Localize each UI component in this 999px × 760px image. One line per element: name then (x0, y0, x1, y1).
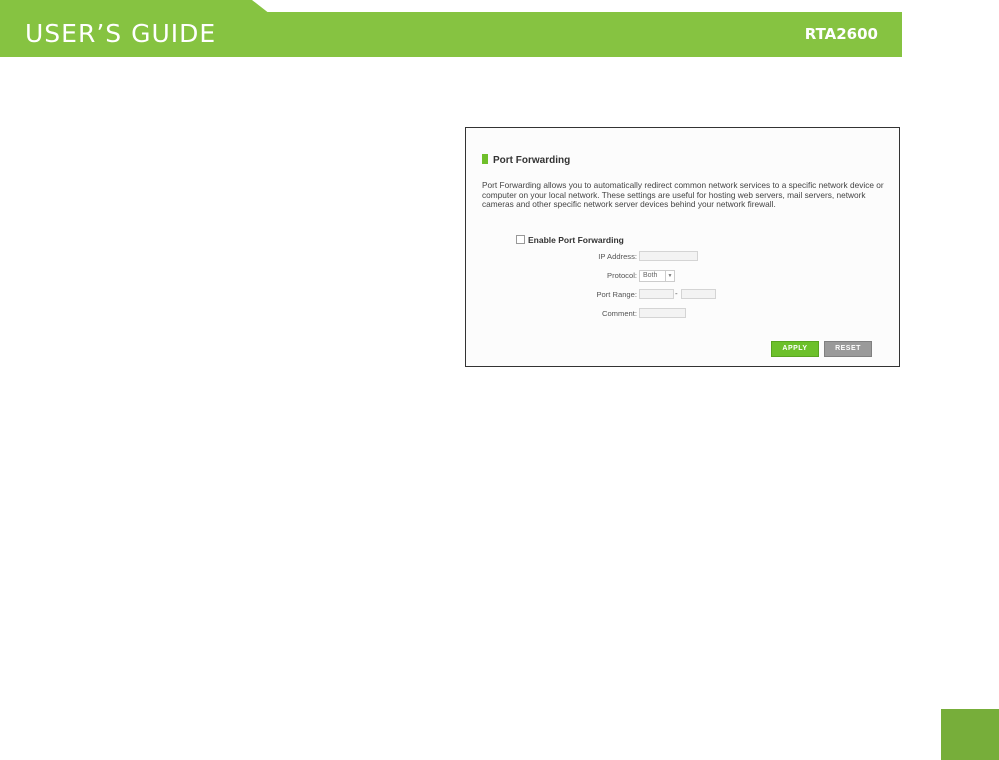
comment-row (466, 308, 901, 320)
apply-button[interactable]: APPLY (771, 341, 819, 357)
checkbox-unchecked-icon[interactable] (516, 235, 525, 244)
comment-input[interactable] (639, 308, 686, 318)
page-corner-block (941, 709, 999, 760)
port-start-input[interactable] (639, 289, 674, 299)
model-name: RTA2600 (804, 25, 878, 43)
ip-address-label: IP Address: (598, 252, 637, 261)
page-header (0, 12, 902, 57)
port-range-row (466, 289, 901, 301)
guide-title: USER’S GUIDE (25, 19, 217, 48)
ip-address-row (466, 251, 901, 263)
port-forwarding-screenshot (465, 127, 900, 367)
port-range-separator: - (675, 289, 678, 298)
port-end-input[interactable] (681, 289, 716, 299)
protocol-row (466, 270, 901, 282)
enable-label: Enable Port Forwarding (528, 235, 624, 245)
port-range-label: Port Range: (596, 290, 637, 299)
chevron-down-icon: ▼ (665, 271, 674, 281)
protocol-label: Protocol: (607, 271, 637, 280)
enable-port-forwarding[interactable] (516, 235, 624, 245)
panel-title (482, 154, 570, 166)
panel-description: Port Forwarding allows you to automatically redirect common network services to a specific network device or computer on your local network. These settings are useful for hosting web servers, mail servers, network cameras and other specific network server devices behind your network firewall. (482, 180, 884, 210)
protocol-select[interactable] (639, 270, 675, 282)
ip-address-input[interactable] (639, 251, 698, 261)
green-square-icon (482, 154, 488, 164)
panel-title-text: Port Forwarding (493, 155, 571, 166)
protocol-value: Both (643, 272, 658, 279)
reset-button[interactable]: RESET (824, 341, 872, 357)
comment-label: Comment: (601, 309, 637, 318)
